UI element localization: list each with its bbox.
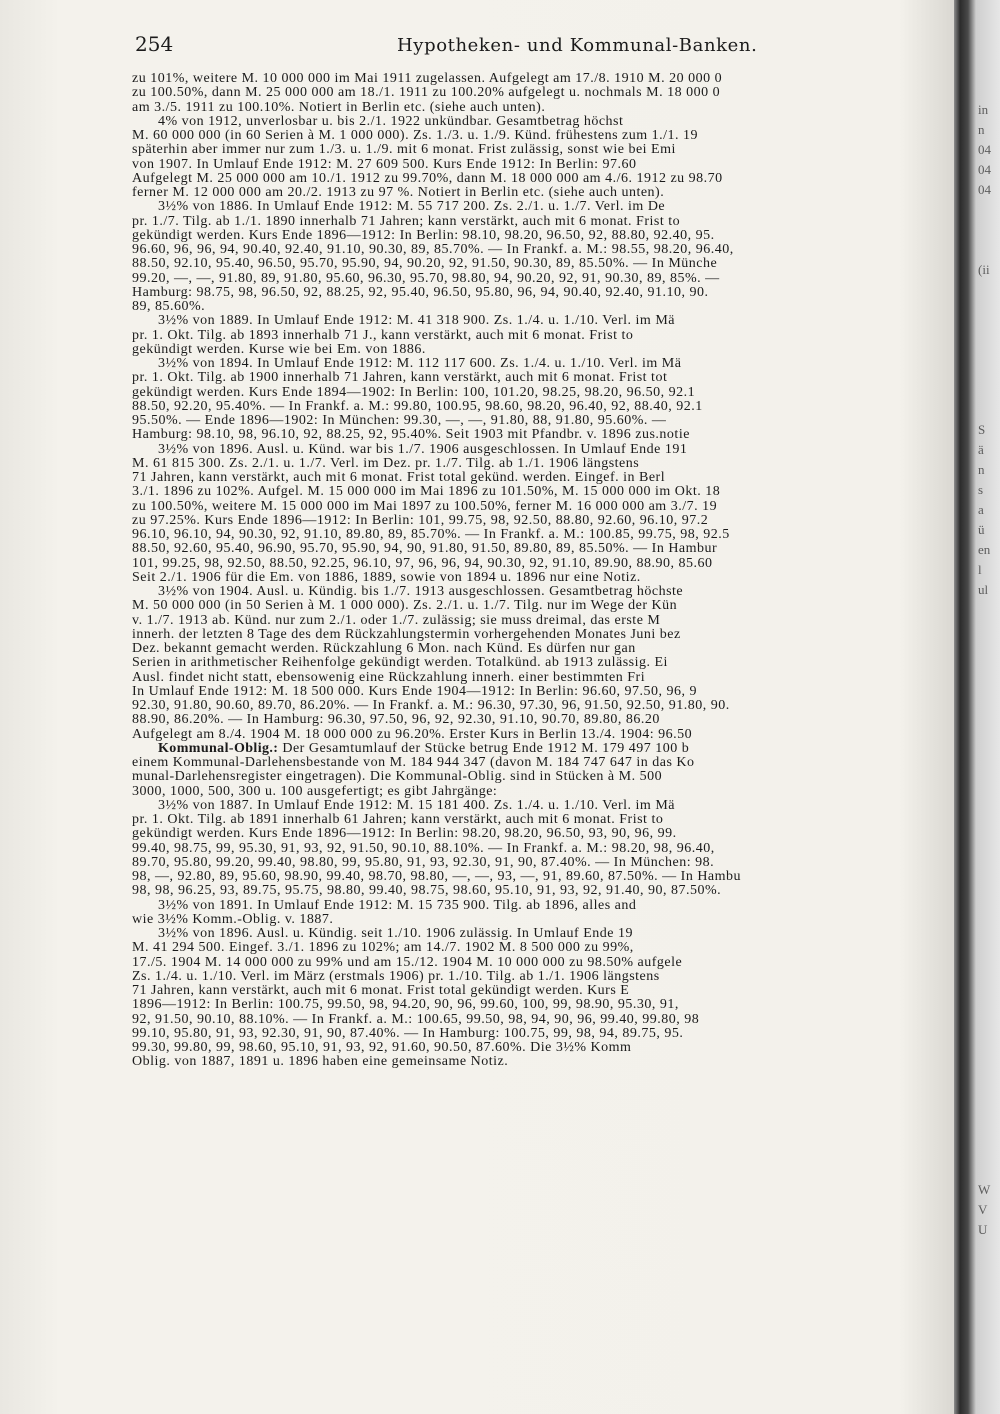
text-line — [132, 557, 950, 571]
text-line — [132, 685, 950, 699]
spine-glyph: V — [978, 1202, 988, 1217]
spine-glyph — [978, 220, 998, 240]
spine-glyph — [978, 1040, 998, 1060]
line-text: 71 Jahren, kann verstärkt, auch mit 6 monat. Frist total gekünd. werden. Eingef. in Berl — [132, 471, 666, 485]
text-line — [132, 713, 950, 727]
spine-glyph — [978, 1060, 998, 1080]
spine-glyph — [978, 380, 998, 400]
spine-glyph: l — [978, 562, 982, 577]
spine-glyph — [978, 1240, 998, 1260]
spine-glyph — [978, 1160, 998, 1180]
line-text: 3./1. 1896 zu 102%. Aufgel. M. 15 000 000 im Mai 1896 zu 101.50%, M. 15 000 000 im Okt. 18 — [132, 485, 721, 500]
text-line — [132, 671, 950, 685]
spine-glyph: en — [978, 542, 991, 557]
spine-glyph — [978, 640, 998, 660]
text-line — [132, 642, 950, 656]
text-line — [132, 500, 950, 514]
line-text: Seit 2./1. 1906 für die Em. von 1886, 1889, sowie von 1894 u. 1896 nur eine Notiz. — [132, 570, 641, 585]
line-text: 88.90, 86.20%. — In Hamburg: 96.30, 97.50, 96, 92, 92.30, 91.10, 90.70, 89.80, 86.20 — [132, 713, 660, 728]
line-text: 88.50, 92.10, 95.40, 96.50, 95.70, 95.90, 94, 90.20, 92, 91.50, 90.30, 89, 85.50%. — In Münche — [132, 257, 718, 272]
text-line — [132, 770, 950, 784]
text-line — [132, 899, 950, 913]
line-text: 99.20, —, —, 91.80, 89, 91.80, 95.60, 96.30, 95.70, 98.80, 94, 90.20, 92, 91, 90.30, 89, 85%. — — [132, 271, 720, 286]
spine-glyph — [978, 600, 998, 620]
line-text: zu 100.50%, weitere M. 15 000 000 im Mai 1897 zu 100.50%, ferner M. 16 000 000 am 3./7. 19 — [132, 499, 718, 514]
text-line — [132, 884, 950, 898]
text-line — [132, 956, 950, 970]
line-text: pr. 1./7. Tilg. ab 1./1. 1890 innerhalb 71 Jahren; kann verstärkt, auch mit 6 monat. Frist to — [132, 214, 681, 229]
text-line — [132, 243, 950, 257]
text-line — [132, 186, 950, 200]
spine-glyph — [978, 680, 998, 700]
line-text: 3½% von 1887. In Umlauf Ende 1912: M. 15 181 400. Zs. 1./4. u. 1./10. Verl. im Mä — [158, 798, 675, 813]
line-text: gekündigt werden. Kurs Ende 1894—1902: In Berlin: 100, 101.20, 98.25, 98.20, 96.50, 92.1 — [132, 385, 696, 400]
spine-glyph: 04 — [978, 162, 991, 177]
line-text: Der Gesamtumlauf der Stücke betrug Ende 1912 M. 179 497 100 b — [278, 741, 690, 756]
line-text: 71 Jahren, kann verstärkt, auch mit 6 monat. Frist total gekündigt werden. Kurs E — [132, 984, 630, 998]
spine-glyph: S — [978, 422, 986, 437]
spine-glyph — [978, 820, 998, 840]
spine-glyph — [978, 1340, 998, 1360]
text-line — [132, 414, 950, 428]
line-text: Zs. 1./4. u. 1./10. Verl. im März (erstmals 1906) pr. 1./10. Tilg. ab 1./1. 1906 längstens — [132, 969, 660, 984]
spine-glyph — [978, 200, 998, 220]
line-text: 89.70, 95.80, 99.20, 99.40, 98.80, 99, 95.80, 91, 93, 92.30, 91, 90, 87.40%. — In München: 98. — [132, 855, 715, 870]
line-text: 88.50, 92.20, 95.40%. — In Frankf. a. M.: 99.80, 100.95, 98.60, 98.20, 96.40, 92, 88.40, 92.1 — [132, 399, 703, 414]
line-text: 3½% von 1896. Ausl. u. Künd. war bis 1./7. 1906 ausgeschlossen. In Umlauf Ende 191 — [158, 442, 688, 457]
line-text: 3000, 1000, 500, 300 u. 100 ausgefertigt; es gibt Jahrgänge: — [132, 784, 498, 799]
spine-glyph — [978, 1260, 998, 1280]
line-text: 3½% von 1891. In Umlauf Ende 1912: M. 15 735 900. Tilg. ab 1896, alles and — [158, 898, 637, 913]
spine-glyph — [978, 840, 998, 860]
line-text: 3½% von 1889. In Umlauf Ende 1912: M. 41 318 900. Zs. 1./4. u. 1./10. Verl. im Mä — [158, 314, 675, 329]
text-line — [132, 172, 950, 186]
line-text: 98, 98, 96.25, 93, 89.75, 95.75, 98.80, 99.40, 98.75, 98.60, 95.10, 91, 93, 92, 91.40, 90, 87.50%. — [132, 884, 722, 899]
text-line — [132, 599, 950, 613]
line-text: zu 101%, weitere M. 10 000 000 im Mai 1911 zugelassen. Aufgelegt am 17./8. 1910 M. 20 000 0 — [132, 72, 723, 86]
spine-glyph — [978, 400, 998, 420]
spine-glyph — [978, 800, 998, 820]
line-text: zu 100.50%, dann M. 25 000 000 am 18./1. 1911 zu 100.20% aufgelegt u. nochmals M. 18 000 0 — [132, 86, 721, 101]
text-line — [132, 927, 950, 941]
text-line — [132, 86, 950, 100]
text-line — [132, 856, 950, 870]
text-line — [132, 343, 950, 357]
line-text: pr. 1. Okt. Tilg. ab 1893 innerhalb 71 J., kann verstärkt, auch mit 6 monat. Frist to — [132, 328, 634, 343]
line-text: 3½% von 1886. In Umlauf Ende 1912: M. 55 717 200. Zs. 2./1. u. 1./7. Verl. im De — [158, 200, 666, 215]
line-text: v. 1./7. 1913 ab. Künd. nur zum 2./1. oder 1./7. zulässig; sie muss dreimal, das erste M — [132, 613, 661, 628]
spine-glyph — [978, 900, 998, 920]
spine-glyph: 04 — [978, 182, 991, 197]
spine-glyph — [978, 1120, 998, 1140]
text-line — [132, 742, 950, 756]
spine-glyph: in — [978, 102, 989, 117]
line-text: Ausl. findet nicht statt, ebensowenig eine Rückzahlung innerh. einer bestimmten Fri — [132, 670, 646, 685]
spine-glyph — [978, 280, 998, 300]
text-line — [132, 386, 950, 400]
line-text: 4% von 1912, unverlosbar u. bis 2./1. 1922 unkündbar. Gesamtbetrag höchst — [158, 114, 624, 129]
spine-glyph — [978, 940, 998, 960]
line-text: 99.30, 99.80, 99, 98.60, 95.10, 91, 93, 92, 91.60, 90.50, 87.60%. Die 3½% Komm — [132, 1041, 632, 1055]
text-line — [132, 528, 950, 542]
text-line — [132, 842, 950, 856]
spine-glyph: a — [978, 502, 984, 517]
text-line — [132, 129, 950, 143]
line-text: munal-Darlehensregister eingetragen). Die Kommunal-Oblig. sind in Stücken à M. 500 — [132, 770, 663, 785]
spine-glyph — [978, 360, 998, 380]
text-line — [132, 699, 950, 713]
text-line — [132, 913, 950, 927]
text-line — [132, 813, 950, 827]
text-line — [132, 514, 950, 528]
line-text: gekündigt werden. Kurse wie bei Em. von 1886. — [132, 342, 426, 357]
line-text: Aufgelegt M. 25 000 000 am 10./1. 1912 zu 99.70%, dann M. 18 000 000 am 4./6. 1912 zu 98.70 — [132, 171, 723, 186]
spine-glyph: 04 — [978, 142, 991, 157]
line-text: Dez. bekannt gemacht werden. Rückzahlung 6 Mon. nach Künd. Es dürfen nur gan — [132, 642, 636, 656]
line-text: Aufgelegt am 8./4. 1904 M. 18 000 000 zu 96.20%. Erster Kurs in Berlin 13./4. 1904: 96.50 — [132, 727, 693, 742]
text-line — [132, 799, 950, 813]
text-line — [132, 428, 950, 442]
text-line — [132, 115, 950, 129]
line-text: innerh. der letzten 8 Tage des dem Rückzahlungstermin vorhergehenden Monates Juni bez — [132, 627, 681, 642]
spine-glyph — [978, 700, 998, 720]
spine-glyph — [978, 300, 998, 320]
line-text: 96.10, 96.10, 94, 90.30, 92, 91.10, 89.80, 89, 85.70%. — In Frankf. a. M.: 100.85, 99.75, 98, 92.5 — [132, 528, 730, 542]
line-text: von 1907. In Umlauf Ende 1912: M. 27 609 500. Kurs Ende 1912: In Berlin: 97.60 — [132, 157, 637, 172]
spine-glyph — [978, 620, 998, 640]
spine-glyph — [978, 760, 998, 780]
text-line — [132, 215, 950, 229]
text-line — [132, 656, 950, 670]
text-line — [132, 585, 950, 599]
text-line — [132, 158, 950, 172]
line-text: Serien in arithmetischer Reihenfolge gekündigt werden. Totalkünd. ab 1913 zulässig. Ei — [132, 656, 668, 671]
line-text: 98, —, 92.80, 89, 95.60, 98.90, 99.40, 98.70, 98.80, —, —, 93, —, 91, 89.60, 87.50%. — In Hambu — [132, 870, 742, 884]
text-line — [132, 443, 950, 457]
spine-glyph — [978, 340, 998, 360]
facing-page-fragments — [978, 100, 998, 1360]
line-text: pr. 1. Okt. Tilg. ab 1891 innerhalb 61 Jahren; kann verstärkt, auch mit 6 monat. Frist to — [132, 813, 664, 827]
text-line — [132, 614, 950, 628]
line-text: 3½% von 1904. Ausl. u. Kündig. bis 1./7. 1913 ausgeschlossen. Gesamtbetrag höchste — [158, 585, 684, 599]
line-text: 95.50%. — Ende 1896—1902: In München: 99.30, —, —, 91.80, 88, 91.80, 95.60%. — — [132, 414, 667, 428]
text-line — [132, 756, 950, 770]
text-line — [132, 272, 950, 286]
spine-glyph — [978, 1280, 998, 1300]
line-text: 88.50, 92.60, 95.40, 96.90, 95.70, 95.90, 94, 90, 91.80, 91.50, 89.80, 89, 85.50%. — In Hambur — [132, 542, 718, 557]
spine-glyph — [978, 920, 998, 940]
line-text: späterhin aber immer nur zum 1./3. u. 1./9. mit 6 monat. Frist zulässig, sonst wie bei Emi — [132, 143, 676, 158]
text-line — [132, 1027, 950, 1041]
text-line — [132, 101, 950, 115]
spine-glyph — [978, 880, 998, 900]
line-text: 92.30, 91.80, 90.60, 89.70, 86.20%. — In Frankf. a. M.: 96.30, 97.30, 96, 91.50, 92.50, 91.80, 90. — [132, 699, 730, 713]
line-text: 1896—1912: In Berlin: 100.75, 99.50, 98, 94.20, 90, 96, 99.60, 100, 99, 98.90, 95.30, 91, — [132, 998, 679, 1013]
line-text: 99.10, 95.80, 91, 93, 92.30, 91, 90, 87.40%. — In Hamburg: 100.75, 99, 98, 94, 89.75, 95. — [132, 1026, 684, 1041]
body-text — [132, 72, 950, 1402]
spine-glyph — [978, 980, 998, 1000]
line-text: M. 60 000 000 (in 60 Serien à M. 1 000 000). Zs. 1./3. u. 1./9. Künd. frühestens zum 1./1. 19 — [132, 129, 699, 143]
spine-glyph — [978, 1140, 998, 1160]
spine-glyph: n — [978, 462, 985, 477]
text-line — [132, 200, 950, 214]
line-text: 89, 85.60%. — [132, 300, 206, 314]
spine-glyph: U — [978, 1222, 988, 1237]
spine-glyph — [978, 960, 998, 980]
line-text: 96.60, 96, 96, 94, 90.40, 92.40, 91.10, 90.30, 89, 85.70%. — In Frankf. a. M.: 98.55, 98.20, 96.40, — [132, 243, 734, 257]
line-text: 101, 99.25, 98, 92.50, 88.50, 92.25, 96.10, 97, 96, 96, 94, 90.30, 92, 91.10, 89.90, 88.90, 85.60 — [132, 556, 713, 571]
line-text: In Umlauf Ende 1912: M. 18 500 000. Kurs Ende 1904—1912: In Berlin: 96.60, 97.50, 96, 9 — [132, 684, 697, 699]
text-line — [132, 371, 950, 385]
line-text: am 3./5. 1911 zu 100.10%. Notiert in Berlin etc. (siehe auch unten). — [132, 100, 546, 115]
text-line — [132, 941, 950, 955]
line-text: Oblig. von 1887, 1891 u. 1896 haben eine gemeinsame Notiz. — [132, 1055, 509, 1070]
text-line — [132, 143, 950, 157]
line-text: ferner M. 12 000 000 am 20./2. 1913 zu 97 %. Notiert in Berlin etc. (siehe auch unten). — [132, 186, 665, 200]
text-line — [132, 485, 950, 499]
page-header — [135, 32, 935, 62]
line-text: gekündigt werden. Kurs Ende 1896—1912: In Berlin: 98.10, 98.20, 96.50, 92, 88.80, 92.40, 95. — [132, 228, 715, 243]
line-text: M. 61 815 300. Zs. 2./1. u. 1./7. Verl. im Dez. pr. 1./7. Tilg. ab 1./1. 1906 längstens — [132, 456, 640, 471]
spine-glyph — [978, 1320, 998, 1340]
line-text: M. 41 294 500. Eingef. 3./1. 1896 zu 102%; am 14./7. 1902 M. 8 500 000 zu 99%, — [132, 941, 634, 956]
book-spine-shadow — [954, 0, 1000, 1414]
section-heading: Kommunal-Oblig.: — [158, 741, 279, 756]
spine-glyph: ü — [978, 522, 985, 537]
page-number: 254 — [135, 32, 174, 56]
spine-glyph — [978, 660, 998, 680]
line-text: Hamburg: 98.75, 98, 96.50, 92, 88.25, 92, 95.40, 96.50, 95.80, 96, 94, 90.40, 92.40, 91.10, 90. — [132, 285, 709, 300]
line-text: gekündigt werden. Kurs Ende 1896—1912: In Berlin: 98.20, 98.20, 96.50, 93, 90, 96, 99. — [132, 827, 677, 842]
line-text: pr. 1. Okt. Tilg. ab 1900 innerhalb 71 Jahren, kann verstärkt, auch mit 6 monat. Frist tot — [132, 371, 668, 386]
text-line — [132, 329, 950, 343]
text-line — [132, 827, 950, 841]
line-text: M. 50 000 000 (in 50 Serien à M. 1 000 000). Zs. 2./1. u. 1./7. Tilg. nur im Wege der Kün — [132, 599, 678, 614]
text-line — [132, 984, 950, 998]
running-title: Hypotheken- und Kommunal-Banken. — [397, 35, 758, 56]
text-line — [132, 542, 950, 556]
line-text: einem Kommunal-Darlehensbestande von M. 184 944 347 (davon M. 184 747 647 in das Ko — [132, 756, 695, 770]
text-line — [132, 457, 950, 471]
spine-glyph — [978, 1100, 998, 1120]
text-line — [132, 785, 950, 799]
text-line — [132, 970, 950, 984]
spine-glyph: ä — [978, 442, 984, 457]
line-text: zu 97.25%. Kurs Ende 1896—1912: In Berlin: 101, 99.75, 98, 92.50, 88.80, 92.60, 96.10, 97.2 — [132, 513, 709, 528]
spine-glyph — [978, 240, 998, 260]
text-line — [132, 998, 950, 1012]
spine-glyph — [978, 720, 998, 740]
spine-glyph — [978, 1080, 998, 1100]
line-text: 99.40, 98.75, 99, 95.30, 91, 93, 92, 91.50, 90.10, 88.10%. — In Frankf. a. M.: 98.20, 98, 96.40, — [132, 841, 715, 856]
spine-glyph — [978, 780, 998, 800]
spine-glyph: (ii — [978, 262, 990, 277]
text-line — [132, 571, 950, 585]
spine-glyph — [978, 740, 998, 760]
text-line — [132, 728, 950, 742]
text-line — [132, 229, 950, 243]
spine-glyph — [978, 1300, 998, 1320]
line-text: 92, 91.50, 90.10, 88.10%. — In Frankf. a. M.: 100.65, 99.50, 98, 94, 90, 96, 99.40, 99.80, 98 — [132, 1012, 700, 1027]
spine-glyph — [978, 320, 998, 340]
line-text: 3½% von 1894. In Umlauf Ende 1912: M. 112 117 600. Zs. 1./4. u. 1./10. Verl. im Mä — [158, 357, 682, 371]
text-line — [132, 72, 950, 86]
text-line — [132, 1013, 950, 1027]
text-line — [132, 870, 950, 884]
line-text: 17./5. 1904 M. 14 000 000 zu 99% und am 15./12. 1904 M. 10 000 000 zu 98.50% aufgele — [132, 955, 683, 970]
line-text: 3½% von 1896. Ausl. u. Kündig. seit 1./10. 1906 zulässig. In Umlauf Ende 19 — [158, 927, 633, 941]
spine-glyph: ul — [978, 582, 989, 597]
text-line — [132, 357, 950, 371]
text-line — [132, 300, 950, 314]
line-text: wie 3½% Komm.-Oblig. v. 1887. — [132, 912, 334, 927]
text-line — [132, 628, 950, 642]
text-line — [132, 400, 950, 414]
line-text: Hamburg: 98.10, 98, 96.10, 92, 88.25, 92, 95.40%. Seit 1903 mit Pfandbr. v. 1896 zus.notie — [132, 428, 690, 443]
spine-glyph: n — [978, 122, 985, 137]
text-line — [132, 1055, 950, 1069]
spine-glyph: s — [978, 482, 984, 497]
spine-glyph — [978, 1000, 998, 1020]
text-line — [132, 471, 950, 485]
spine-glyph — [978, 860, 998, 880]
text-line — [132, 1041, 950, 1055]
spine-glyph: W — [978, 1182, 991, 1197]
text-line — [132, 314, 950, 328]
text-line — [132, 257, 950, 271]
text-line — [132, 286, 950, 300]
spine-glyph — [978, 1020, 998, 1040]
